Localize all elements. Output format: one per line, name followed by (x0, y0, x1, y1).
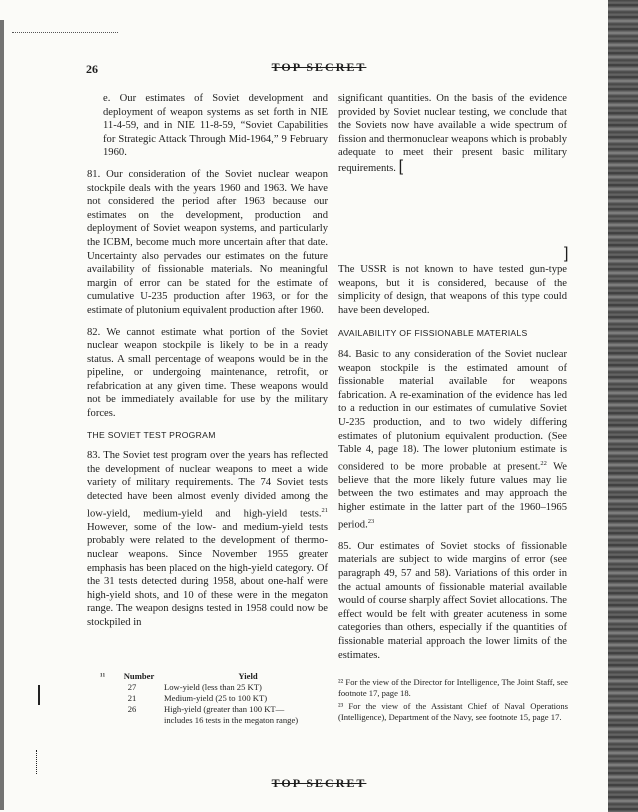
paragraph-82: 82. We cannot estimate what portion of the Soviet nuclear weapon stockpile is likely to be in a ready status. A small percentage of weapons would be in the pipeline, or undergoing maintenance, retrofit, or refabrication at any given time. These weapons would not be immediately available for use by the military forces. (87, 326, 328, 420)
table-footnote-marker: ¹¹ (100, 671, 106, 681)
test-yield-table (100, 671, 332, 726)
footnote-ref-21: 21 (321, 506, 328, 514)
table-cell-yield: High-yield (greater than 100 KT— includes 16 tests in the megaton range) (164, 704, 299, 725)
deletion-bracket-close: ] (564, 245, 569, 262)
table-cell-number: 26 (127, 704, 137, 714)
paragraph-84 (338, 348, 567, 532)
right-column (338, 92, 567, 184)
table-row (100, 693, 332, 704)
table-header-number: Number (123, 671, 155, 681)
paragraph-84-part2: We believe that the more likely future values may lie between the two estimates and may approach the higher estimate in the latter part of the 1960–1965 period. (338, 461, 567, 531)
table-header-yield: Yield (238, 671, 258, 681)
table-cell-yield: Medium-yield (25 to 100 KT) (164, 693, 268, 703)
paragraph-83-part1: 83. The Soviet test program over the years has reflected the development of nuclear weapons to meet a wide variety of military requirements. The 74 Soviet tests detected have been almost evenly divided among the low-yield, medium-yield and high-yield tests. (87, 450, 328, 520)
table-cell-number: 21 (127, 693, 137, 703)
paragraph-81: 81. Our consideration of the Soviet nuclear weapon stockpile deals with the years 1960 and 1963. We have not considered the period after 1963 because our estimates on the development, production and deployment of Soviet weapon systems, and particularly the ICBM, become much more uncertain after that date. Uncertainty also pervades our estimates on the future availability of fissionable materials. No meaningful margin of error can be stated for the estimate of cumulative U-235 production after 1963, or for the estimate of plutonium equivalent production after 1960. (87, 168, 328, 316)
table-row (100, 704, 332, 726)
section-heading-test-program: THE SOVIET TEST PROGRAM (87, 429, 216, 440)
classification-header: TOP SECRET (271, 60, 367, 74)
footnote-23: ²³ For the view of the Assistant Chief of Naval Operations (Intelligence), Department of the Navy, see footnote 15, page 17. (338, 701, 568, 722)
paragraph-continued (338, 92, 567, 176)
paragraph-ussr-gun-type: The USSR is not known to have tested gun-type weapons, but it is considered, because of the simplicity of design, that weapons of this type could have been developed. (338, 264, 567, 316)
scan-edge-left (0, 20, 4, 810)
paragraph-83-part2: However, some of the low- and medium-yield tests probably were related to the development of thermo-nuclear weapons. Since November 1955 greater emphasis has been placed on the high-yield category. Of the 31 tests detected during 1958, about one-half were high-yield shots, and 10 of these were in the megaton range. The weapon designs tested in 1958 could now be stockpiled in (87, 521, 328, 628)
classification-footer: TOP SECRET (271, 776, 367, 790)
paragraph-84-part1: 84. Basic to any consideration of the Soviet nuclear weapon stockpile is the estimated amount of fissionable material available for weapons fabrication. A re-examination of the evidence has led to a reduction in our estimates of cumulative Soviet U-235 production, and to two widely differing estimates of plutonium equivalent production. (See Table 4, page 18). The lower plutonium estimate is considered to be more probable at present. (338, 348, 567, 473)
table-cell-yield: Low-yield (less than 25 KT) (164, 682, 262, 692)
scan-mark (36, 750, 39, 774)
table-header (100, 671, 332, 682)
right-column-lower (338, 263, 567, 670)
scan-artifact-line (12, 32, 118, 33)
paragraph-e: e. Our estimates of Soviet development and deployment of weapon systems as set forth in NIE 11-4-59, and in NIE 11-8-59, “Soviet Capabilities for Strategic Attack Through Mid-1964,” 9 February 1960. (103, 93, 328, 159)
footnote-22: ²² For the view of the Director for Intelligence, The Joint Staff, see footnote 17, page 18. (338, 677, 568, 698)
paragraph-85: 85. Our estimates of Soviet stocks of fissionable materials are subject to wide margins of error (see paragraph 49, 57 and 58). Variations of this order in the actual amounts of fissionable material available would of course sharply affect Soviet allocations. The effect would be felt with greater acuteness in some categories than others, especially if the quantities of fissionable material approach the lower limits of the estimates. (338, 540, 567, 661)
footnote-ref-23: 23 (367, 517, 375, 525)
footnotes (338, 677, 568, 725)
footnote-ref-22: 22 (540, 459, 547, 467)
scan-mark (38, 685, 40, 705)
paragraph-continued-text: significant quantities. On the basis of the evidence provided by Soviet nuclear testing, we conclude that the Soviets now have available a wide spectrum of fission and thermonuclear weapons which is probably adequate to meet their present basic military requirements. (338, 93, 567, 174)
table-cell-number: 27 (127, 682, 137, 692)
scan-edge-right (608, 0, 638, 812)
section-heading-fissionable: AVAILABILITY OF FISSIONABLE MATERIALS (338, 328, 528, 339)
page-number: 26 (86, 62, 98, 76)
table-row (100, 682, 332, 693)
paragraph-83 (87, 449, 328, 629)
deletion-bracket-open: [ (398, 157, 404, 175)
left-column (87, 92, 328, 638)
